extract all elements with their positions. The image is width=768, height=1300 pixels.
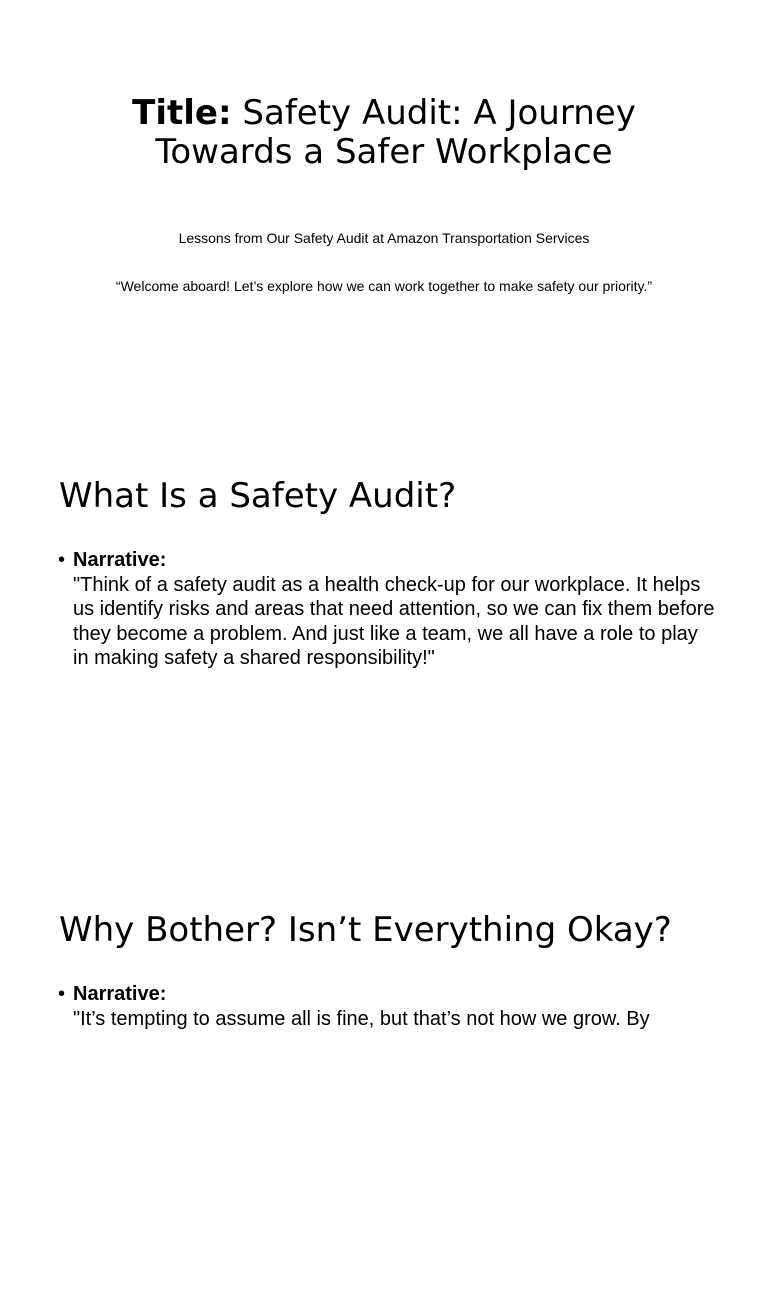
- narrative-text: "It’s tempting to assume all is fine, but that’s not how we grow. By: [73, 1007, 650, 1030]
- slide-heading: What Is a Safety Audit?: [59, 476, 457, 516]
- welcome-quote: “Welcome aboard! Let’s explore how we can work together to make safety our priority.”: [115, 278, 653, 294]
- slide-subtitle: Lessons from Our Safety Audit at Amazon Transportation Services: [178, 230, 590, 246]
- title-text: Safety Audit: A Journey Towards a Safer Workplace: [155, 93, 636, 172]
- narrative-label: Narrative:: [73, 549, 167, 571]
- bullet-marker: •: [58, 983, 66, 1005]
- bullet-item: [58, 548, 718, 671]
- title-prefix: Title:: [132, 93, 232, 133]
- content-slide-why-bother: [0, 868, 768, 1300]
- slide-title: [60, 94, 708, 172]
- bullet-list: [58, 548, 718, 671]
- title-slide: [0, 0, 768, 432]
- narrative-text: "Think of a safety audit as a health check-up for our workplace. It helps us identify risks and areas that need attention, so we can fix them before they become a problem. And just like a team, we all have a role to play in making safety a shared responsibility!": [73, 573, 715, 669]
- slide-heading: Why Bother? Isn’t Everything Okay?: [59, 910, 672, 950]
- bullet-marker: •: [58, 549, 66, 571]
- content-slide-what-is: [0, 434, 768, 866]
- narrative-label: Narrative:: [73, 983, 167, 1005]
